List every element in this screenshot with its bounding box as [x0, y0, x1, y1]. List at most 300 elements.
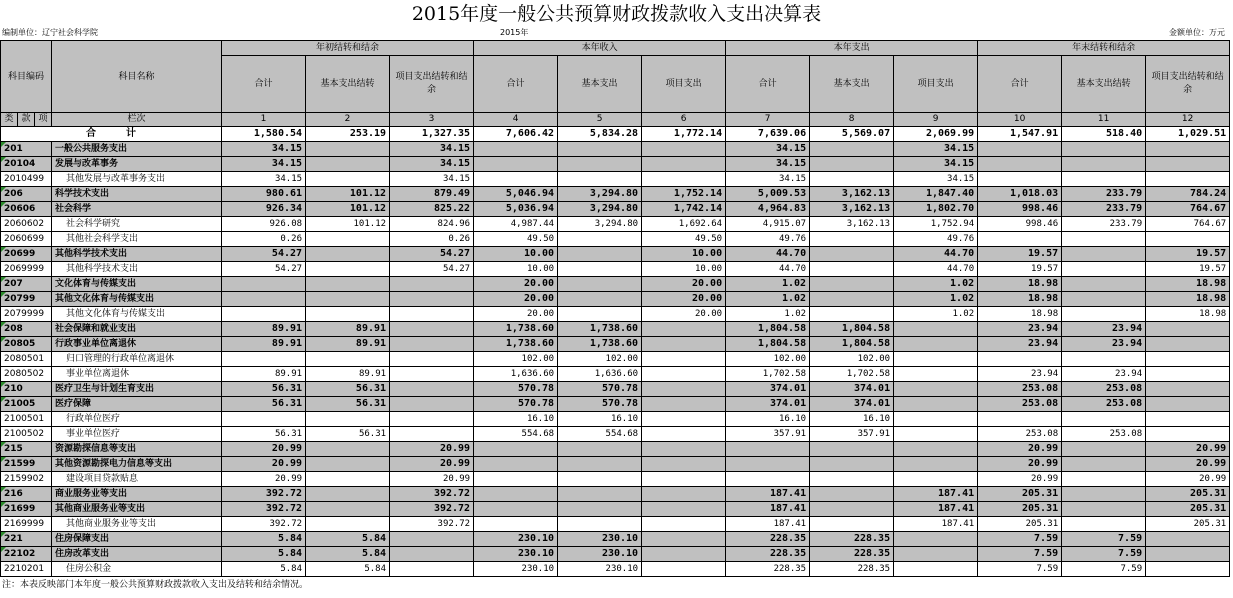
header-sub: 基本支出: [810, 56, 894, 113]
amount-cell: [558, 247, 642, 262]
amount-cell: 825.22: [390, 202, 474, 217]
subject-name: 其他文化体育与传媒支出: [52, 307, 222, 322]
header-sub: 合计: [474, 56, 558, 113]
amount-cell: [1062, 157, 1146, 172]
table-row: [1, 367, 1230, 382]
amount-cell: 16.10: [810, 412, 894, 427]
subject-name: 一般公共服务支出: [52, 142, 222, 157]
amount-cell: [642, 367, 726, 382]
footnote: 注：本表反映部门本年度一般公共预算财政拨款收入支出及结转和结余情况。: [2, 580, 309, 590]
amount-cell: [810, 457, 894, 472]
cell-marker-icon: [1, 202, 6, 207]
total-cell: 2,069.99: [894, 127, 978, 142]
amount-cell: 926.34: [222, 202, 306, 217]
subject-code-text: 2159902: [4, 474, 45, 484]
header-code: 科目编码: [1, 41, 52, 113]
amount-cell: 205.31: [1146, 502, 1230, 517]
amount-cell: [306, 142, 390, 157]
header-sub: 基本支出结转: [1062, 56, 1146, 113]
amount-cell: 1,742.14: [642, 202, 726, 217]
amount-cell: 1.02: [894, 277, 978, 292]
amount-cell: 54.27: [222, 262, 306, 277]
amount-cell: [1062, 307, 1146, 322]
amount-cell: 44.70: [894, 247, 978, 262]
amount-cell: [390, 307, 474, 322]
amount-cell: [558, 232, 642, 247]
header-group-income: 本年收入: [474, 41, 726, 56]
amount-cell: [894, 442, 978, 457]
column-number: 4: [474, 113, 558, 127]
amount-cell: [222, 352, 306, 367]
subject-name: 事业单位医疗: [52, 427, 222, 442]
column-number: 6: [642, 113, 726, 127]
amount-cell: 392.72: [390, 502, 474, 517]
amount-cell: [810, 442, 894, 457]
total-cell: 1,580.54: [222, 127, 306, 142]
amount-cell: 10.00: [642, 262, 726, 277]
amount-cell: [642, 352, 726, 367]
subject-name: 社会保障和就业支出: [52, 322, 222, 337]
amount-cell: 570.78: [558, 382, 642, 397]
amount-cell: [1062, 457, 1146, 472]
amount-cell: [894, 412, 978, 427]
amount-cell: [306, 517, 390, 532]
subject-code: [1, 397, 52, 412]
amount-cell: 998.46: [978, 217, 1062, 232]
cell-marker-icon: [1, 457, 6, 462]
amount-cell: 233.79: [1062, 187, 1146, 202]
amount-cell: [642, 412, 726, 427]
column-number: 10: [978, 113, 1062, 127]
amount-cell: 3,162.13: [810, 187, 894, 202]
amount-cell: [810, 472, 894, 487]
amount-cell: 253.08: [1062, 397, 1146, 412]
subject-code: [1, 322, 52, 337]
amount-cell: 1,636.60: [558, 367, 642, 382]
amount-cell: [894, 532, 978, 547]
amount-cell: 253.08: [978, 427, 1062, 442]
table-row: [1, 142, 1230, 157]
subject-code: [1, 352, 52, 367]
amount-cell: [1146, 412, 1230, 427]
amount-cell: 784.24: [1146, 187, 1230, 202]
table-row: [1, 442, 1230, 457]
amount-cell: 18.98: [978, 277, 1062, 292]
cell-marker-icon: [1, 247, 6, 252]
subject-name: 其他资源勘探电力信息等支出: [52, 457, 222, 472]
amount-cell: 34.15: [222, 157, 306, 172]
amount-cell: [390, 412, 474, 427]
amount-cell: 19.57: [1146, 262, 1230, 277]
subject-name: 住房公积金: [52, 562, 222, 577]
amount-cell: [474, 142, 558, 157]
subject-code: [1, 547, 52, 562]
subject-code: [1, 292, 52, 307]
subject-code-text: 2069999: [4, 264, 45, 274]
column-number: 1: [222, 113, 306, 127]
column-number: 7: [726, 113, 810, 127]
amount-cell: [1062, 412, 1146, 427]
amount-cell: 392.72: [390, 517, 474, 532]
amount-cell: [390, 427, 474, 442]
subject-code: [1, 202, 52, 217]
header-sub: 项目支出结转和结余: [1146, 56, 1230, 113]
amount-cell: 357.91: [810, 427, 894, 442]
header-sub: 基本支出结转: [306, 56, 390, 113]
total-label: 合 计: [1, 127, 222, 142]
subject-code: [1, 502, 52, 517]
subject-code-text: 20104: [4, 159, 36, 169]
subject-code-text: 2169999: [4, 519, 45, 529]
amount-cell: 20.99: [1146, 442, 1230, 457]
amount-cell: [810, 247, 894, 262]
amount-cell: [390, 562, 474, 577]
amount-cell: 187.41: [726, 502, 810, 517]
amount-cell: 101.12: [306, 202, 390, 217]
subject-name: 行政单位医疗: [52, 412, 222, 427]
amount-cell: 0.26: [222, 232, 306, 247]
subject-name: 其他科学技术支出: [52, 262, 222, 277]
amount-cell: [390, 532, 474, 547]
header-sub: 项目支出结转和结余: [390, 56, 474, 113]
amount-cell: 89.91: [306, 337, 390, 352]
amount-cell: 392.72: [222, 502, 306, 517]
amount-cell: 44.70: [726, 262, 810, 277]
amount-cell: [894, 547, 978, 562]
amount-cell: [642, 337, 726, 352]
amount-cell: 374.01: [810, 382, 894, 397]
amount-cell: 230.10: [558, 532, 642, 547]
amount-cell: 10.00: [474, 247, 558, 262]
amount-cell: 1,804.58: [810, 337, 894, 352]
amount-cell: [642, 397, 726, 412]
amount-cell: 4,915.07: [726, 217, 810, 232]
subject-code: [1, 262, 52, 277]
subject-code-text: 21599: [4, 459, 36, 469]
amount-cell: 187.41: [894, 487, 978, 502]
amount-cell: 570.78: [474, 397, 558, 412]
amount-cell: 205.31: [1146, 517, 1230, 532]
amount-cell: 357.91: [726, 427, 810, 442]
amount-cell: 3,162.13: [810, 217, 894, 232]
subject-name: 其他科学技术支出: [52, 247, 222, 262]
amount-cell: [222, 307, 306, 322]
amount-cell: [558, 172, 642, 187]
subject-code-text: 21005: [4, 399, 36, 409]
amount-cell: 7.59: [1062, 532, 1146, 547]
amount-cell: 56.31: [222, 382, 306, 397]
amount-cell: 89.91: [222, 367, 306, 382]
amount-cell: 19.57: [1146, 247, 1230, 262]
amount-cell: 5,009.53: [726, 187, 810, 202]
table-row: [1, 382, 1230, 397]
table-row: [1, 262, 1230, 277]
subject-code-text: 215: [4, 444, 23, 454]
subject-code: [1, 367, 52, 382]
amount-cell: [1146, 337, 1230, 352]
amount-cell: [978, 157, 1062, 172]
subject-name: 其他文化体育与传媒支出: [52, 292, 222, 307]
subject-code-text: 2060602: [4, 219, 45, 229]
amount-cell: [1062, 517, 1146, 532]
amount-cell: [474, 487, 558, 502]
amount-cell: [390, 277, 474, 292]
amount-cell: [642, 442, 726, 457]
table-row: [1, 487, 1230, 502]
amount-cell: [474, 502, 558, 517]
amount-cell: [558, 262, 642, 277]
amount-cell: [642, 142, 726, 157]
amount-cell: 3,162.13: [810, 202, 894, 217]
table-row: [1, 307, 1230, 322]
header-sub: 合计: [222, 56, 306, 113]
amount-cell: 89.91: [222, 337, 306, 352]
subject-code-text: 206: [4, 189, 23, 199]
amount-cell: 5.84: [222, 547, 306, 562]
amount-cell: 1,752.94: [894, 217, 978, 232]
amount-cell: [810, 142, 894, 157]
amount-cell: 20.00: [474, 292, 558, 307]
amount-cell: 392.72: [390, 487, 474, 502]
amount-cell: 1,804.58: [810, 322, 894, 337]
amount-cell: [306, 277, 390, 292]
amount-cell: 34.15: [894, 172, 978, 187]
amount-cell: 20.99: [222, 472, 306, 487]
subject-code: [1, 157, 52, 172]
amount-cell: 1,738.60: [474, 322, 558, 337]
amount-cell: [894, 562, 978, 577]
amount-cell: 3,294.80: [558, 187, 642, 202]
amount-cell: [642, 532, 726, 547]
amount-cell: [894, 427, 978, 442]
amount-cell: 49.50: [474, 232, 558, 247]
amount-cell: [1146, 397, 1230, 412]
amount-cell: 1.02: [894, 307, 978, 322]
amount-cell: [1062, 172, 1146, 187]
amount-cell: [390, 367, 474, 382]
subject-code-text: 221: [4, 534, 23, 544]
amount-cell: [810, 157, 894, 172]
table-row: [1, 202, 1230, 217]
table-row: [1, 292, 1230, 307]
header-sub: 项目支出: [894, 56, 978, 113]
amount-cell: [810, 277, 894, 292]
amount-cell: 18.98: [978, 292, 1062, 307]
subject-name: 事业单位离退休: [52, 367, 222, 382]
subject-code-text: 20805: [4, 339, 36, 349]
amount-cell: 228.35: [810, 547, 894, 562]
amount-cell: [894, 472, 978, 487]
amount-cell: [390, 352, 474, 367]
amount-cell: 34.15: [726, 172, 810, 187]
amount-cell: 20.00: [642, 292, 726, 307]
amount-cell: 233.79: [1062, 202, 1146, 217]
amount-cell: [1062, 442, 1146, 457]
subject-name: 科学技术支出: [52, 187, 222, 202]
amount-cell: 56.31: [306, 397, 390, 412]
amount-cell: 5.84: [306, 532, 390, 547]
amount-cell: 228.35: [810, 532, 894, 547]
amount-cell: 20.99: [978, 472, 1062, 487]
amount-cell: 10.00: [474, 262, 558, 277]
amount-cell: 764.67: [1146, 217, 1230, 232]
amount-cell: 20.99: [390, 457, 474, 472]
subject-code: [1, 187, 52, 202]
amount-cell: [306, 157, 390, 172]
amount-cell: [642, 172, 726, 187]
subject-name: 医疗保障: [52, 397, 222, 412]
amount-cell: [642, 472, 726, 487]
amount-cell: [726, 472, 810, 487]
column-number: 9: [894, 113, 978, 127]
amount-cell: 34.15: [390, 157, 474, 172]
table-row: [1, 472, 1230, 487]
cell-marker-icon: [1, 142, 6, 147]
amount-cell: 374.01: [726, 397, 810, 412]
total-cell: 253.19: [306, 127, 390, 142]
amount-cell: 5.84: [306, 562, 390, 577]
subject-code: [1, 442, 52, 457]
cell-marker-icon: [1, 487, 6, 492]
subject-code-text: 2079999: [4, 309, 45, 319]
subject-name: 社会科学: [52, 202, 222, 217]
amount-cell: 23.94: [1062, 337, 1146, 352]
amount-cell: 16.10: [474, 412, 558, 427]
header-group-opening: 年初结转和结余: [222, 41, 474, 56]
cell-marker-icon: [1, 292, 6, 297]
table-row: [1, 247, 1230, 262]
amount-cell: 34.15: [726, 157, 810, 172]
amount-cell: [642, 457, 726, 472]
subject-code-text: 20799: [4, 294, 36, 304]
amount-cell: 1,804.58: [726, 337, 810, 352]
subject-name: 发展与改革事务: [52, 157, 222, 172]
amount-cell: 19.57: [978, 247, 1062, 262]
amount-cell: 554.68: [474, 427, 558, 442]
amount-cell: 205.31: [978, 502, 1062, 517]
cell-marker-icon: [1, 397, 6, 402]
header-sub: 合计: [726, 56, 810, 113]
amount-cell: [1146, 532, 1230, 547]
amount-cell: [558, 307, 642, 322]
header-xiang: 项: [35, 113, 52, 127]
subject-code: [1, 382, 52, 397]
amount-unit: 金额单位：万元: [1169, 28, 1225, 37]
amount-cell: 5.84: [222, 532, 306, 547]
amount-cell: 54.27: [222, 247, 306, 262]
amount-cell: [558, 292, 642, 307]
amount-cell: 18.98: [978, 307, 1062, 322]
amount-cell: 926.08: [222, 217, 306, 232]
amount-cell: 1,702.58: [810, 367, 894, 382]
amount-cell: 1,738.60: [558, 322, 642, 337]
amount-cell: 49.76: [894, 232, 978, 247]
amount-cell: [1062, 472, 1146, 487]
amount-cell: 1.02: [894, 292, 978, 307]
amount-cell: 23.94: [1062, 367, 1146, 382]
amount-cell: [558, 277, 642, 292]
total-cell: 1,772.14: [642, 127, 726, 142]
amount-cell: 228.35: [726, 562, 810, 577]
amount-cell: [1146, 352, 1230, 367]
amount-cell: [642, 157, 726, 172]
table-row: [1, 157, 1230, 172]
amount-cell: [642, 517, 726, 532]
subject-name: 其他商业服务业等支出: [52, 517, 222, 532]
subject-code-text: 208: [4, 324, 23, 334]
amount-cell: [726, 457, 810, 472]
amount-cell: [642, 502, 726, 517]
amount-cell: [474, 457, 558, 472]
amount-cell: [810, 292, 894, 307]
subject-name: 文化体育与传媒支出: [52, 277, 222, 292]
amount-cell: [558, 487, 642, 502]
subject-name: 其他商业服务业等支出: [52, 502, 222, 517]
amount-cell: [1146, 427, 1230, 442]
amount-cell: 56.31: [306, 427, 390, 442]
amount-cell: [1146, 547, 1230, 562]
header-name: 科目名称: [52, 41, 222, 113]
total-cell: 518.40: [1062, 127, 1146, 142]
amount-cell: [222, 292, 306, 307]
amount-cell: 23.94: [978, 322, 1062, 337]
amount-cell: [306, 412, 390, 427]
subject-code: [1, 427, 52, 442]
amount-cell: [306, 457, 390, 472]
subject-code: [1, 247, 52, 262]
table-row: [1, 172, 1230, 187]
subject-name: 归口管理的行政单位离退休: [52, 352, 222, 367]
amount-cell: 20.99: [222, 457, 306, 472]
report-title: 2015年度一般公共预算财政拨款收入支出决算表: [411, 3, 822, 25]
cell-marker-icon: [1, 277, 6, 282]
amount-cell: 89.91: [222, 322, 306, 337]
amount-cell: [1062, 262, 1146, 277]
cell-marker-icon: [1, 532, 6, 537]
amount-cell: [642, 487, 726, 502]
cell-marker-icon: [1, 322, 6, 327]
column-number: 11: [1062, 113, 1146, 127]
amount-cell: 980.61: [222, 187, 306, 202]
subject-name: 其他发展与改革事务支出: [52, 172, 222, 187]
subject-code: [1, 532, 52, 547]
amount-cell: [306, 307, 390, 322]
subject-code-text: 201: [4, 144, 23, 154]
amount-cell: 233.79: [1062, 217, 1146, 232]
amount-cell: 20.99: [978, 457, 1062, 472]
subject-code-text: 21699: [4, 504, 36, 514]
amount-cell: [474, 172, 558, 187]
subject-name: 住房保障支出: [52, 532, 222, 547]
amount-cell: [306, 232, 390, 247]
amount-cell: 187.41: [726, 487, 810, 502]
subject-code-text: 2100501: [4, 414, 45, 424]
header-group-expenditure: 本年支出: [726, 41, 978, 56]
cell-marker-icon: [1, 442, 6, 447]
total-cell: 1,029.51: [1146, 127, 1230, 142]
amount-cell: 228.35: [726, 532, 810, 547]
amount-cell: 187.41: [894, 502, 978, 517]
table-row: [1, 502, 1230, 517]
amount-cell: 34.15: [894, 157, 978, 172]
subject-code-text: 22102: [4, 549, 36, 559]
amount-cell: [306, 472, 390, 487]
amount-cell: 44.70: [894, 262, 978, 277]
amount-cell: [810, 487, 894, 502]
amount-cell: 1,018.03: [978, 187, 1062, 202]
total-cell: 1,327.35: [390, 127, 474, 142]
subject-code: [1, 172, 52, 187]
